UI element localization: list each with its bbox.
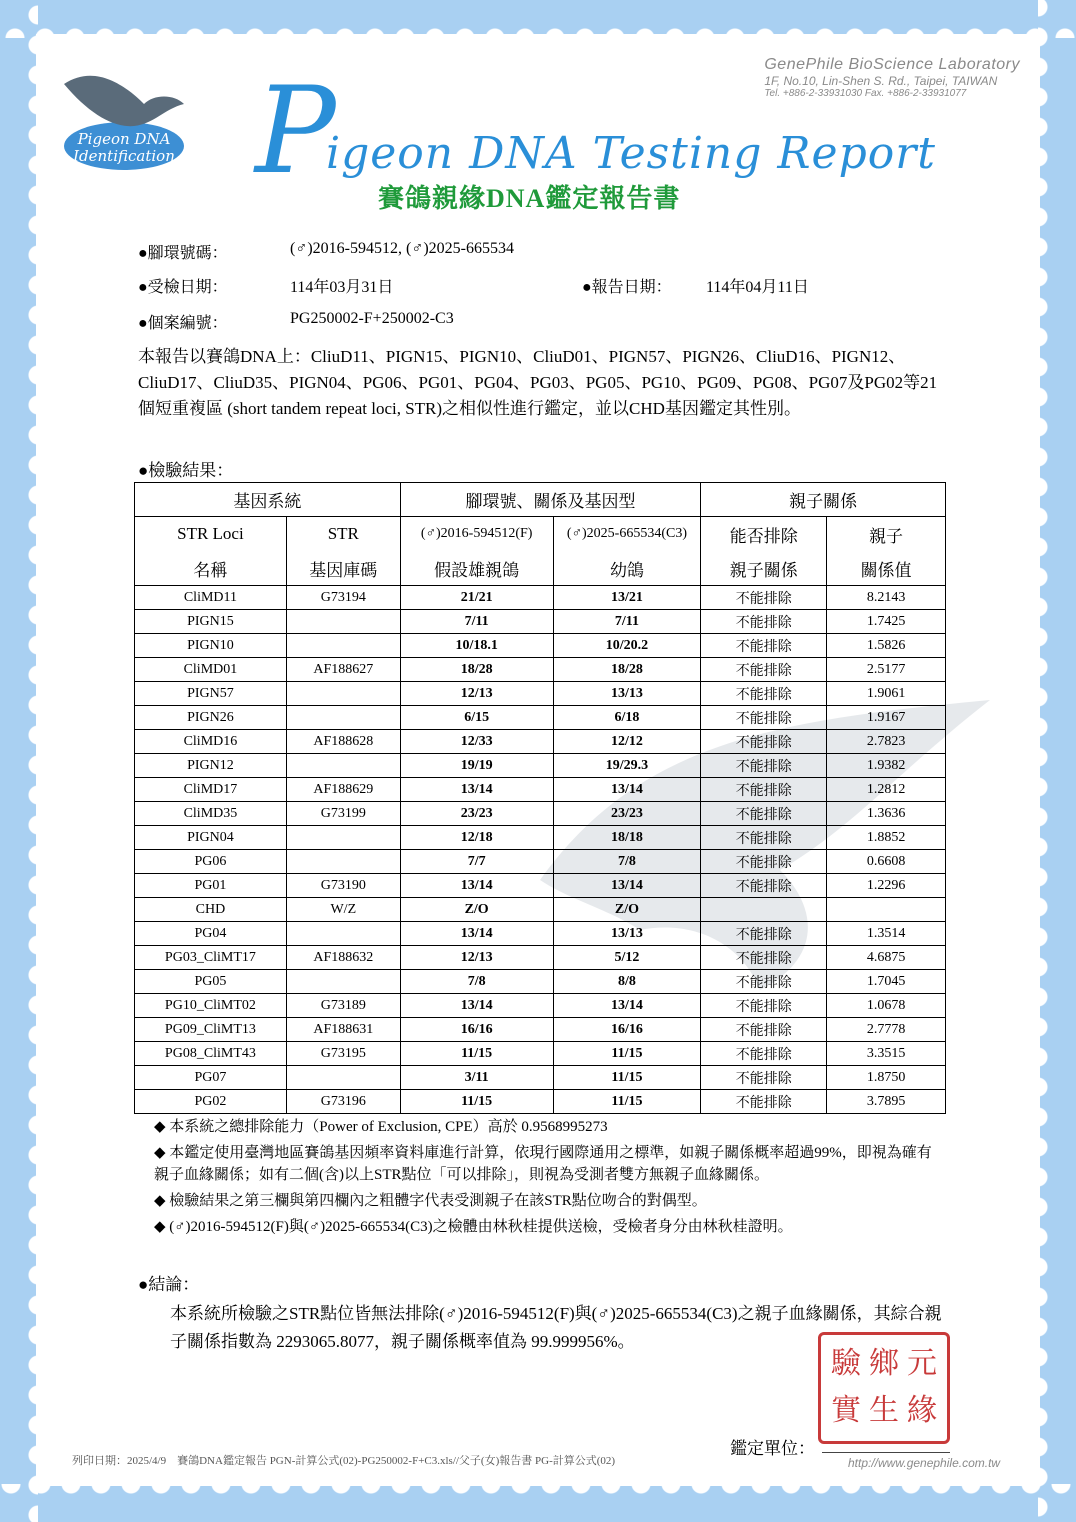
- ring-value: (♂)2016-594512, (♂)2025-665534: [290, 240, 514, 257]
- cell-sire-genotype: 21/21: [400, 586, 553, 610]
- cell-exclusion: 不能排除: [701, 1042, 827, 1066]
- signature-line: [822, 1452, 950, 1453]
- seal-char: 生: [869, 1393, 899, 1428]
- cell-sire-genotype: 11/15: [400, 1090, 553, 1114]
- case-number-value: PG250002-F+250002-C3: [290, 310, 454, 327]
- cell-index: 3.3515: [827, 1042, 946, 1066]
- cell-index: 1.5826: [827, 634, 946, 658]
- conclusion-text: 本系統所檢驗之STR點位皆無法排除(♂)2016-594512(F)與(♂)2025-665534(C3)之親子血緣關係，其綜合親子關係指數為 2293065.8077，親子關係概率值為 99.999956%。: [170, 1304, 942, 1351]
- cell-exclusion: 不能排除: [701, 1018, 827, 1042]
- cell-index: 1.2296: [827, 874, 946, 898]
- header-str-loci: STR Loci: [135, 517, 287, 552]
- report-date-label: ●報告日期：: [582, 279, 672, 296]
- lab-address: 1F, No.10, Lin-Shen S. Rd., Taipei, TAIWAN: [764, 74, 998, 88]
- cell-locus: CliMD17: [135, 778, 287, 802]
- cell-chick-genotype: 13/21: [553, 586, 701, 610]
- header-chick: 幼鴿: [553, 551, 701, 586]
- cell-chick-genotype: 18/18: [553, 826, 701, 850]
- cell-locus: CliMD16: [135, 730, 287, 754]
- seal-char: 驗: [831, 1346, 861, 1381]
- cell-chick-genotype: 13/14: [553, 778, 701, 802]
- cell-exclusion: 不能排除: [701, 1090, 827, 1114]
- header-str: STR: [286, 517, 400, 552]
- cell-exclusion: 不能排除: [701, 802, 827, 826]
- cell-locus: CliMD35: [135, 802, 287, 826]
- cell-exclusion: 不能排除: [701, 730, 827, 754]
- cell-chick-genotype: 5/12: [553, 946, 701, 970]
- cell-exclusion: 不能排除: [701, 946, 827, 970]
- cell-exclusion: 不能排除: [701, 970, 827, 994]
- cell-chick-genotype: 13/14: [553, 874, 701, 898]
- border-scallop-bottom: [0, 1484, 1076, 1508]
- cell-exclusion: 不能排除: [701, 1066, 827, 1090]
- print-footer: 列印日期：2025/4/9 賽鴿DNA鑑定報告 PGN-計算公式(02)-PG250002-F+C3.xls//父子(女)報告書 PG-計算公式(02): [72, 1455, 616, 1467]
- cell-locus: PG01: [135, 874, 287, 898]
- cell-chick-genotype: 13/13: [553, 922, 701, 946]
- official-seal: [818, 1332, 950, 1444]
- table-row: [135, 826, 946, 850]
- seal-char: 鄉: [869, 1346, 899, 1381]
- lab-name: GenePhile BioScience Laboratory: [764, 56, 1020, 73]
- table-row: [135, 1018, 946, 1042]
- table-row: [135, 754, 946, 778]
- cell-sire-genotype: 19/19: [400, 754, 553, 778]
- cell-locus: PIGN04: [135, 826, 287, 850]
- cell-chick-genotype: 7/11: [553, 610, 701, 634]
- cell-genbank: G73194: [286, 586, 400, 610]
- header-name: 名稱: [135, 551, 287, 586]
- cell-sire-genotype: Z/O: [400, 898, 553, 922]
- cell-sire-genotype: 10/18.1: [400, 634, 553, 658]
- table-row: [135, 778, 946, 802]
- cell-chick-genotype: 6/18: [553, 706, 701, 730]
- table-row: [135, 1042, 946, 1066]
- sign-label: 鑑定單位：: [730, 1439, 815, 1458]
- cell-sire-genotype: 7/7: [400, 850, 553, 874]
- cell-locus: PIGN15: [135, 610, 287, 634]
- cell-exclusion: 不能排除: [701, 994, 827, 1018]
- group-header-gene-system: 基因系統: [135, 483, 401, 517]
- table-row: [135, 682, 946, 706]
- table-row: [135, 970, 946, 994]
- report-date-value: 114年04月11日: [706, 279, 809, 296]
- table-row: [135, 850, 946, 874]
- header-index-value: 關係值: [827, 551, 946, 586]
- cell-chick-genotype: 13/14: [553, 994, 701, 1018]
- cell-locus: CliMD01: [135, 658, 287, 682]
- table-row: [135, 874, 946, 898]
- cell-sire-genotype: 12/13: [400, 682, 553, 706]
- cell-index: 1.3514: [827, 922, 946, 946]
- cell-locus: PG10_CliMT02: [135, 994, 287, 1018]
- header-relationship: 親子關係: [701, 551, 827, 586]
- table-row: [135, 994, 946, 1018]
- cell-genbank: AF188629: [286, 778, 400, 802]
- cell-exclusion: 不能排除: [701, 706, 827, 730]
- cell-genbank: G73196: [286, 1090, 400, 1114]
- note-sample: ◆ (♂)2016-594512(F)與(♂)2025-665534(C3)之檢體由林秋桂提供送檢，受檢者身分由林秋桂證明。: [154, 1219, 793, 1235]
- cell-chick-genotype: 23/23: [553, 802, 701, 826]
- cell-exclusion: 不能排除: [701, 826, 827, 850]
- note-standard: ◆ 本鑑定使用臺灣地區賽鴿基因頻率資料庫進行計算，依現行國際通用之標準，如親子關係概率超過99%，即視為確有親子血緣關係；如有二個(含)以上STR點位「可以排除」，則視為受測者雙方無親子血緣關係。: [154, 1145, 932, 1183]
- cell-index: 4.6875: [827, 946, 946, 970]
- report-title: igeon DNA Testing Report: [326, 128, 936, 179]
- cell-chick-genotype: 18/28: [553, 658, 701, 682]
- cell-chick-genotype: 10/20.2: [553, 634, 701, 658]
- cell-genbank: W/Z: [286, 898, 400, 922]
- table-row: [135, 802, 946, 826]
- cell-chick-genotype: Z/O: [553, 898, 701, 922]
- cell-index: 1.3636: [827, 802, 946, 826]
- cell-locus: PG09_CliMT13: [135, 1018, 287, 1042]
- lab-phone: Tel. +886-2-33931030 Fax. +886-2-33931077: [764, 88, 967, 99]
- logo-line2: Identification: [73, 147, 175, 165]
- note-bold: ◆ 檢驗結果之第三欄與第四欄內之粗體字代表受測親子在該STR點位吻合的對偶型。: [154, 1193, 707, 1209]
- receive-date-value: 114年03月31日: [290, 279, 394, 296]
- group-header-parentage: 親子關係: [701, 483, 946, 517]
- seal-char: 緣: [907, 1393, 937, 1428]
- cell-sire-genotype: 11/15: [400, 1042, 553, 1066]
- cell-locus: PG08_CliMT43: [135, 1042, 287, 1066]
- cell-index: 1.0678: [827, 994, 946, 1018]
- cell-chick-genotype: 19/29.3: [553, 754, 701, 778]
- cell-index: 8.2143: [827, 586, 946, 610]
- cell-index: 2.7778: [827, 1018, 946, 1042]
- cell-locus: PG03_CliMT17: [135, 946, 287, 970]
- pigeon-dna-logo-icon: [54, 54, 194, 174]
- cell-locus: PIGN12: [135, 754, 287, 778]
- cell-genbank: [286, 754, 400, 778]
- cell-genbank: [286, 1066, 400, 1090]
- cell-chick-genotype: 16/16: [553, 1018, 701, 1042]
- group-header-genotype: 腳環號、關係及基因型: [400, 483, 701, 517]
- border-scallop-right: [1038, 0, 1062, 1522]
- cell-sire-genotype: 3/11: [400, 1066, 553, 1090]
- cell-genbank: G73189: [286, 994, 400, 1018]
- header-sire-ring: (♂)2016-594512(F): [400, 517, 553, 552]
- cell-sire-genotype: 13/14: [400, 922, 553, 946]
- table-row: [135, 946, 946, 970]
- cell-genbank: AF188631: [286, 1018, 400, 1042]
- cell-genbank: G73190: [286, 874, 400, 898]
- table-row: [135, 1066, 946, 1090]
- cell-exclusion: 不能排除: [701, 754, 827, 778]
- table-row: [135, 610, 946, 634]
- header-exclusion: 能否排除: [701, 517, 827, 552]
- table-subheader-1: [135, 517, 946, 552]
- cell-locus: PIGN10: [135, 634, 287, 658]
- cell-chick-genotype: 13/13: [553, 682, 701, 706]
- header-genbank: 基因庫碼: [286, 551, 400, 586]
- cell-sire-genotype: 13/14: [400, 874, 553, 898]
- cell-genbank: [286, 826, 400, 850]
- cell-genbank: [286, 706, 400, 730]
- cell-index: 1.8750: [827, 1066, 946, 1090]
- cell-sire-genotype: 23/23: [400, 802, 553, 826]
- cell-exclusion: 不能排除: [701, 658, 827, 682]
- case-number-label: ●個案編號：: [138, 315, 228, 332]
- header-sire: 假設雄親鴿: [400, 551, 553, 586]
- intro-paragraph: 本報告以賽鴿DNA上：CliuD11、PIGN15、PIGN10、CliuD01、PIGN57、PIGN26、CliuD16、PIGN12、CliuD17、CliuD35、PIGN04、PG06、PG01、PG04、PG03、PG05、PG10、PG09、PG08、PG07及PG02等21個短重複區 (short tandem repeat loci, STR)之相似性進行鑑定，並以CHD基因鑑定其性別。: [138, 347, 938, 418]
- report-title-chinese: 賽鴿親緣DNA鑑定報告書: [378, 184, 681, 213]
- table-group-header: [135, 483, 946, 517]
- border-scallop-left: [14, 0, 38, 1522]
- table-row: [135, 730, 946, 754]
- cell-index: 1.9382: [827, 754, 946, 778]
- table-subheader-2: [135, 551, 946, 586]
- cell-genbank: [286, 682, 400, 706]
- cell-exclusion: 不能排除: [701, 586, 827, 610]
- cell-genbank: [286, 970, 400, 994]
- cell-exclusion: 不能排除: [701, 610, 827, 634]
- cell-index: 1.8852: [827, 826, 946, 850]
- cell-sire-genotype: 16/16: [400, 1018, 553, 1042]
- cell-sire-genotype: 13/14: [400, 994, 553, 1018]
- cell-sire-genotype: 12/18: [400, 826, 553, 850]
- website-url: http://www.genephile.com.tw: [848, 1456, 1001, 1470]
- cell-chick-genotype: 12/12: [553, 730, 701, 754]
- cell-index: 1.9061: [827, 682, 946, 706]
- cell-index: 1.9167: [827, 706, 946, 730]
- table-row: [135, 706, 946, 730]
- cell-genbank: AF188627: [286, 658, 400, 682]
- cell-locus: PG04: [135, 922, 287, 946]
- cell-locus: PG02: [135, 1090, 287, 1114]
- cell-locus: PG07: [135, 1066, 287, 1090]
- cell-exclusion: 不能排除: [701, 874, 827, 898]
- cell-chick-genotype: 11/15: [553, 1090, 701, 1114]
- cell-genbank: G73199: [286, 802, 400, 826]
- table-row: [135, 898, 946, 922]
- cell-index: 1.7425: [827, 610, 946, 634]
- note-cpe: ◆ 本系統之總排除能力（Power of Exclusion, CPE）高於 0.9568995273: [154, 1119, 608, 1135]
- seal-char: 元: [907, 1346, 937, 1381]
- cell-sire-genotype: 7/8: [400, 970, 553, 994]
- cell-genbank: [286, 922, 400, 946]
- results-table: [134, 482, 946, 1114]
- cell-exclusion: 不能排除: [701, 922, 827, 946]
- cell-index: [827, 898, 946, 922]
- cell-sire-genotype: 12/33: [400, 730, 553, 754]
- cell-genbank: G73195: [286, 1042, 400, 1066]
- table-body: [135, 586, 946, 1114]
- cell-genbank: [286, 850, 400, 874]
- table-row: [135, 658, 946, 682]
- lab-info: [764, 56, 1020, 99]
- title-big-letter: P: [255, 62, 336, 201]
- cell-index: 2.5177: [827, 658, 946, 682]
- cell-genbank: [286, 634, 400, 658]
- cell-locus: PIGN57: [135, 682, 287, 706]
- cell-sire-genotype: 7/11: [400, 610, 553, 634]
- table-row: [135, 1090, 946, 1114]
- cell-chick-genotype: 8/8: [553, 970, 701, 994]
- receive-date-label: ●受檢日期：: [138, 279, 228, 296]
- ring-label: ●腳環號碼：: [138, 245, 228, 262]
- cell-chick-genotype: 11/15: [553, 1042, 701, 1066]
- seal-char: 實: [831, 1393, 861, 1428]
- cell-chick-genotype: 11/15: [553, 1066, 701, 1090]
- cell-locus: PIGN26: [135, 706, 287, 730]
- cell-exclusion: 不能排除: [701, 634, 827, 658]
- cell-genbank: [286, 610, 400, 634]
- cell-genbank: AF188628: [286, 730, 400, 754]
- cell-locus: PG06: [135, 850, 287, 874]
- cell-index: 3.7895: [827, 1090, 946, 1114]
- header-chick-ring: (♂)2025-665534(C3): [553, 517, 701, 552]
- cell-locus: PG05: [135, 970, 287, 994]
- cell-exclusion: 不能排除: [701, 778, 827, 802]
- table-row: [135, 586, 946, 610]
- cell-exclusion: 不能排除: [701, 850, 827, 874]
- table-row: [135, 634, 946, 658]
- conclusion-label: ●結論：: [138, 1275, 200, 1294]
- cell-index: 0.6608: [827, 850, 946, 874]
- cell-genbank: AF188632: [286, 946, 400, 970]
- cell-sire-genotype: 12/13: [400, 946, 553, 970]
- results-label: ●檢驗結果：: [138, 461, 234, 480]
- cell-index: 1.2812: [827, 778, 946, 802]
- cell-exclusion: [701, 898, 827, 922]
- table-row: [135, 922, 946, 946]
- cell-index: 2.7823: [827, 730, 946, 754]
- cell-exclusion: 不能排除: [701, 682, 827, 706]
- notes: [154, 1116, 944, 1242]
- header-index: 親子: [827, 517, 946, 552]
- cell-index: 1.7045: [827, 970, 946, 994]
- cell-sire-genotype: 13/14: [400, 778, 553, 802]
- cell-chick-genotype: 7/8: [553, 850, 701, 874]
- cell-locus: CHD: [135, 898, 287, 922]
- logo-line1: Pigeon DNA: [77, 130, 171, 148]
- cell-locus: CliMD11: [135, 586, 287, 610]
- cell-sire-genotype: 18/28: [400, 658, 553, 682]
- cell-sire-genotype: 6/15: [400, 706, 553, 730]
